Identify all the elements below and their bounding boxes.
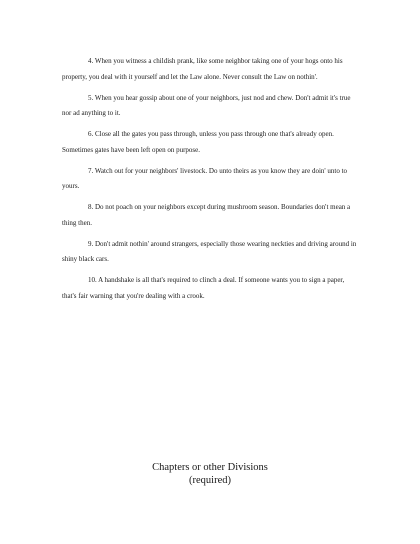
- section-heading: Chapters or other Divisions: [152, 462, 268, 473]
- rule-item-8: 8. Do not poach on your neighbors except during mushroom season. Boundaries don't mean a thing then.: [62, 203, 351, 227]
- rule-item-4: 4. When you witness a childish prank, like some neighbor taking one of your hogs onto his property, you deal with it yourself and let the Law alone. Never consult the Law on nothin'.: [62, 57, 343, 81]
- rule-item-9: 9. Don't admit nothin' around strangers, especially those wearing neckties and driving around in shiny black cars.: [62, 239, 357, 263]
- rule-item-5: 5. When you hear gossip about one of your neighbors, just nod and chew. Don't admit it's true nor ad anything to it.: [62, 93, 351, 117]
- rule-item-7: 7. Watch out for your neighbors' livestock. Do unto theirs as you know they are doin' unto to yours.: [62, 166, 348, 190]
- rule-list: [62, 54, 358, 310]
- section-requirement-note: (required): [189, 475, 231, 486]
- rule-item-10: 10. A handshake is all that's required to clinch a deal. If someone wants you to sign a paper, that's fair warning that you're dealing with a crook.: [62, 276, 345, 300]
- rule-item-6: 6. Close all the gates you pass through, unless you pass through one that's already open. Sometimes gates have been left open on purpose.: [62, 130, 334, 154]
